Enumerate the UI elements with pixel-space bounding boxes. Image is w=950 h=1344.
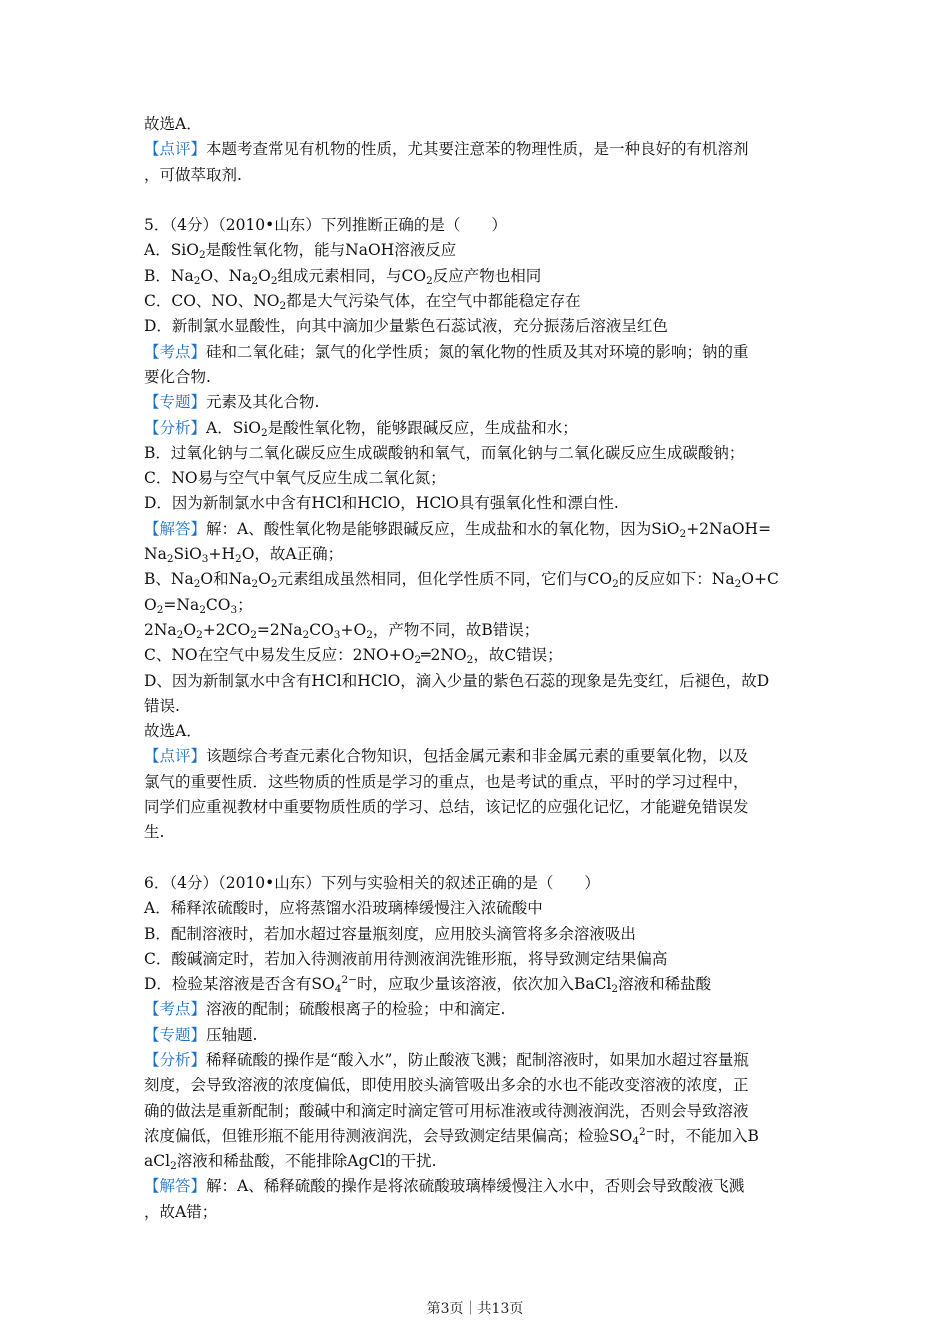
text-run: 解：A、酸性氧化物是能够跟碱反应，生成盐和水的氧化物，因为SiO (206, 519, 680, 538)
section-tag: 【点评】 (144, 747, 207, 766)
subscript: 2 (679, 527, 687, 540)
subscript: 2 (466, 654, 474, 667)
text-run: C．CO、NO、NO (144, 292, 280, 311)
text-run: C、NO在空气中易发生反应：2NO+O (144, 646, 415, 665)
text-run: B．Na (144, 266, 194, 285)
page-body (144, 112, 814, 1225)
text-run: 故选A． (144, 115, 202, 133)
text-line (144, 390, 814, 415)
text-line (144, 1124, 814, 1149)
section-tag: 【分析】 (144, 418, 207, 437)
text-run: CO (309, 620, 334, 639)
blank-line (144, 188, 814, 213)
text-line (144, 795, 814, 820)
text-run: ，产物不同，故B错误； (372, 620, 540, 639)
subscript: 2 (251, 578, 259, 591)
superscript: 2− (341, 974, 357, 987)
text-run: 反应产物也相同 (432, 266, 542, 285)
subscript: 2 (611, 983, 619, 996)
text-line (144, 593, 814, 618)
text-run: 5．（4分）（2010•山东）下列推断正确的是（ ） (144, 216, 507, 235)
text-line (144, 1073, 814, 1098)
text-run: Na (144, 545, 167, 564)
subscript: 2 (270, 578, 278, 591)
section-tag: 【解答】 (144, 1177, 207, 1196)
text-run: 是酸性氧化物，能够跟碱反应，生成盐和水； (267, 418, 578, 437)
subscript: 2 (366, 628, 373, 641)
subscript: 2 (198, 249, 206, 262)
text-line (144, 618, 814, 643)
text-line (144, 517, 814, 542)
text-line (144, 694, 814, 719)
blank-line (144, 846, 814, 871)
subscript: 3 (333, 628, 341, 641)
section-tag: 【专题】 (144, 393, 207, 412)
text-run: 2Na (144, 620, 177, 639)
text-run: ，可做萃取剂. (144, 165, 242, 184)
subscript: 2 (193, 578, 201, 591)
text-run: +2NaOH= (686, 519, 772, 538)
text-run: 该题综合考查元素化合物知识，包括金属元素和非金属元素的重要氧化物，以及 (206, 747, 749, 766)
text-run: 生. (144, 823, 165, 842)
text-line (144, 491, 814, 516)
text-line (144, 163, 814, 188)
text-run: O，故A正确； (241, 545, 344, 564)
text-run: A．SiO (144, 241, 199, 260)
text-line (144, 314, 814, 339)
text-line (144, 542, 814, 567)
subscript: 2 (251, 274, 259, 287)
text-run: 元素及其化合物. (206, 393, 320, 412)
text-run: 稀释硫酸的操作是“酸入水”，防止酸液飞溅；配制溶液时，如果加水超过容量瓶 (206, 1050, 749, 1069)
text-run: CO (205, 595, 231, 614)
text-run: O (144, 595, 157, 614)
text-run: 时，不能加入B (654, 1126, 759, 1145)
page-footer: 第3页｜共13页 (426, 1301, 524, 1317)
subscript: 2 (193, 274, 201, 287)
subscript: 2 (170, 1160, 177, 1173)
subscript: 2 (734, 578, 742, 591)
text-line (144, 112, 814, 137)
text-run: D．检验某溶液是否含有SO (144, 975, 335, 994)
text-run: O (183, 620, 197, 639)
text-line (144, 213, 814, 238)
text-line (144, 871, 814, 896)
subscript: 2 (235, 553, 242, 566)
text-run: SiO (173, 545, 202, 564)
text-run: aCl (144, 1152, 171, 1171)
text-run: D．新制氯水显酸性，向其中滴加少量紫色石蕊试液，充分振荡后溶液呈红色 (144, 317, 668, 336)
text-run: 要化合物. (144, 367, 211, 386)
text-run: 溶液和稀盐酸 (618, 975, 712, 994)
text-line (144, 365, 814, 390)
subscript: 4 (632, 1134, 640, 1147)
text-run: ； (237, 595, 253, 614)
text-line (144, 947, 814, 972)
text-run: 溶液的配制；硫酸根离子的检验；中和滴定. (206, 1000, 506, 1019)
subscript: 2 (279, 300, 287, 313)
subscript: 2 (612, 578, 619, 591)
text-run: 错误. (144, 696, 180, 715)
text-run: 时，应取少量该溶液，依次加入BaCl (356, 975, 612, 994)
text-run: D．因为新制氯水中含有HCl和HClO，HClO具有强氧化性和漂白性. (144, 494, 619, 513)
text-run: 刻度，会导致溶液的浓度偏低，即使用胶头滴管吸出多余的水也不能改变溶液的浓度，正 (144, 1076, 749, 1095)
text-line (144, 972, 814, 997)
text-line (144, 744, 814, 769)
subscript: 2 (176, 628, 184, 641)
text-run: 同学们应重视教材中重要物质性质的学习、总结，该记忆的应强化记忆，才能避免错误发 (144, 798, 749, 817)
text-line (144, 643, 814, 668)
text-run: 本题考查常见有机物的性质，尤其要注意苯的物理性质，是一种良好的有机溶剂 (206, 140, 749, 159)
text-line (144, 669, 814, 694)
text-line (144, 770, 814, 795)
text-line (144, 238, 814, 263)
subscript: 3 (201, 553, 209, 566)
text-run: ，故C错误； (473, 646, 563, 665)
text-line (144, 1099, 814, 1124)
text-line (144, 719, 814, 744)
section-tag: 【解答】 (144, 519, 207, 538)
text-run: O、Na (200, 266, 252, 285)
text-run: O和Na (200, 570, 252, 589)
text-run: 都是大气污染气体，在空气中都能稳定存在 (286, 292, 581, 311)
text-line (144, 466, 814, 491)
subscript: 4 (334, 983, 342, 996)
text-run: ，故A错； (144, 1202, 218, 1221)
text-line (144, 1023, 814, 1048)
superscript: 2− (639, 1125, 655, 1138)
text-line (144, 820, 814, 845)
text-line (144, 264, 814, 289)
section-tag: 【分析】 (144, 1050, 207, 1069)
text-line (144, 1174, 814, 1199)
text-run: +H (208, 545, 235, 564)
text-run: O (258, 570, 271, 589)
text-line (144, 441, 814, 466)
text-run: O+C (741, 570, 779, 589)
text-run: 浓度偏低，但锥形瓶不能用待测液润洗，会导致测定结果偏高；检验SO (144, 1126, 633, 1145)
text-run: B、Na (144, 570, 194, 589)
section-tag: 【专题】 (144, 1025, 207, 1044)
subscript: 2 (156, 603, 164, 616)
text-line (144, 1149, 814, 1174)
text-line (144, 1048, 814, 1073)
text-run: 组成元素相同，与CO (277, 266, 427, 285)
text-run: 元素组成虽然相同，但化学性质不同，它们与CO (277, 570, 613, 589)
subscript: 2 (426, 274, 433, 287)
subscript: 2 (199, 603, 206, 616)
text-run: =2Na (256, 620, 303, 639)
text-run: 6．（4分）（2010•山东）下列与实验相关的叙述正确的是（ ） (144, 873, 600, 892)
text-run: ═2NO (421, 646, 467, 665)
subscript: 2 (414, 654, 422, 667)
text-run: +2CO (202, 620, 251, 639)
text-run: +O (340, 620, 367, 639)
subscript: 2 (196, 628, 203, 641)
subscript: 2 (270, 274, 278, 287)
text-line (144, 1200, 814, 1225)
text-line (144, 567, 814, 592)
section-tag: 【点评】 (144, 140, 207, 159)
text-line (144, 896, 814, 921)
text-run: 溶液和稀盐酸，不能排除AgCl的干扰. (176, 1152, 437, 1171)
section-tag: 【考点】 (144, 342, 207, 361)
text-run: 硅和二氧化硅；氯气的化学性质；氮的氧化物的性质及其对环境的影响；钠的重 (206, 342, 749, 361)
text-run: C．酸碱滴定时，若加入待测液前用待测液润洗锥形瓶，将导致测定结果偏高 (144, 949, 668, 968)
text-run: 故选A． (144, 722, 202, 741)
text-line (144, 922, 814, 947)
text-run: B．配制溶液时，若加水超过容量瓶刻度，应用胶头滴管将多余溶液吸出 (144, 924, 636, 943)
text-run: A．稀释浓硫酸时，应将蒸馏水沿玻璃棒缓慢注入浓硫酸中 (144, 899, 543, 918)
text-run: D、因为新制氯水中含有HCl和HClO，滴入少量的紫色石蕊的现象是先变红，后褪色，故D (144, 671, 770, 690)
text-line (144, 340, 814, 365)
text-run: 的反应如下：Na (618, 570, 735, 589)
text-run: =Na (163, 595, 200, 614)
text-line (144, 997, 814, 1022)
text-run: 确的做法是重新配制；酸碱中和滴定时滴定管可用标准液或待测液润洗，否则会导致溶液 (144, 1101, 749, 1120)
section-tag: 【考点】 (144, 1000, 207, 1019)
text-run: C．NO易与空气中氧气反应生成二氧化氮； (144, 469, 446, 488)
subscript: 2 (302, 628, 310, 641)
text-run: 氯气的重要性质．这些物质的性质是学习的重点，也是考试的重点，平时的学习过程中， (144, 772, 749, 791)
text-run: 压轴题. (206, 1025, 258, 1044)
subscript: 2 (250, 628, 257, 641)
text-line (144, 289, 814, 314)
subscript: 3 (230, 603, 238, 616)
text-run: O (258, 266, 271, 285)
text-line (144, 137, 814, 162)
text-run: A．SiO (206, 418, 261, 437)
text-run: 是酸性氧化物，能与NaOH溶液反应 (205, 241, 457, 260)
subscript: 2 (166, 553, 174, 566)
text-run: 解：A、稀释硫酸的操作是将浓硫酸玻璃棒缓慢注入水中，否则会导致酸液飞溅 (206, 1177, 745, 1196)
subscript: 2 (261, 426, 268, 439)
text-line (144, 416, 814, 441)
text-run: B．过氧化钠与二氧化碳反应生成碳酸钠和氧气，而氧化钠与二氧化碳反应生成碳酸钠； (144, 443, 745, 462)
